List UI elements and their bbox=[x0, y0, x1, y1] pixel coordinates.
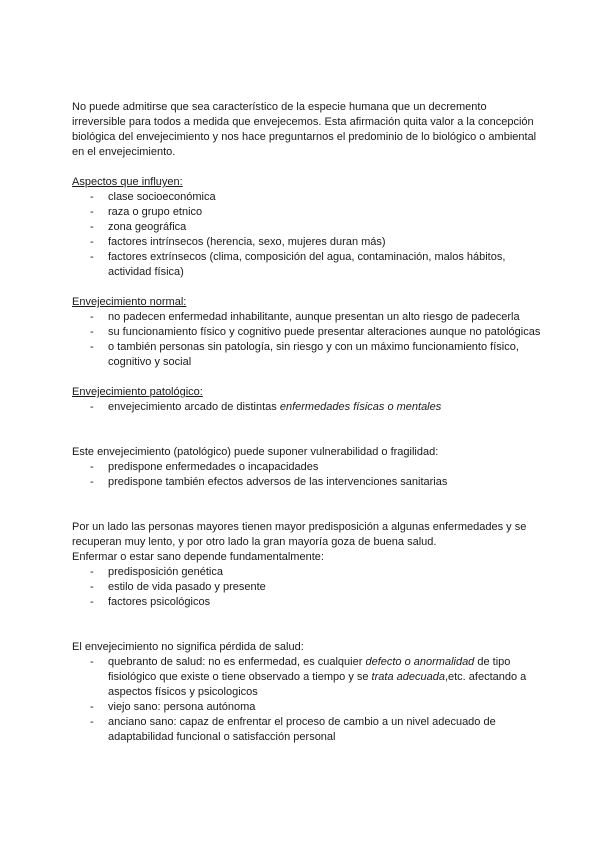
predisposicion-paragraph: Por un lado las personas mayores tienen mayor predisposición a algunas enfermedades y se recuperan muy lento, y por otro lado la gran mayoría goza de buena salud. bbox=[72, 521, 527, 548]
list-item: - o también personas sin patología, sin riesgo y con un máximo funcionamiento físico, cognitivo y social bbox=[72, 340, 542, 370]
list-aspectos bbox=[72, 190, 542, 280]
intro-paragraph: No puede admitirse que sea característico de la especie humana que un decremento irreversible para todos a medida que envejecemos. Esta afirmación quita valor a la concepción biológica del envejecimiento y nos hace preguntarnos el predominio de lo biológico o ambiental en el envejecimiento. bbox=[72, 101, 537, 158]
list-item: - predisposición genética bbox=[72, 565, 542, 580]
list-item: - zona geográfica bbox=[72, 220, 542, 235]
heading-patologico: Envejecimiento patológico: bbox=[72, 386, 203, 398]
list-patologico bbox=[72, 400, 542, 415]
list-item: - factores extrínsecos (clima, composición del agua, contaminación, malos hábitos, actividad física) bbox=[72, 250, 542, 280]
list-item: - predispone también efectos adversos de las intervenciones sanitarias bbox=[72, 475, 542, 490]
list-item: - viejo sano: persona autónoma bbox=[72, 700, 542, 715]
list-item: - raza o grupo etnico bbox=[72, 205, 542, 220]
heading-aspectos: Aspectos que influyen: bbox=[72, 176, 183, 188]
item-italic-text: trata adecuada bbox=[371, 671, 445, 683]
list-item: - estilo de vida pasado y presente bbox=[72, 580, 542, 595]
list-vulnerabilidad bbox=[72, 460, 542, 490]
item-text: envejecimiento arcado de distintas bbox=[108, 401, 280, 413]
list-item bbox=[72, 655, 542, 700]
list-item: - factores intrínsecos (herencia, sexo, mujeres duran más) bbox=[72, 235, 542, 250]
list-item: - clase socioeconómica bbox=[72, 190, 542, 205]
vulnerabilidad-paragraph: Este envejecimiento (patológico) puede suponer vulnerabilidad o fragilidad: bbox=[72, 446, 439, 458]
list-predisposicion bbox=[72, 565, 542, 610]
predisposicion-lead: Enfermar o estar sano depende fundamentalmente: bbox=[72, 551, 324, 563]
item-italic-text: enfermedades físicas o mentales bbox=[279, 401, 442, 413]
list-salud bbox=[72, 655, 542, 745]
item-text: de tipo fisiológico que existe o tiene observado a tiempo y se bbox=[108, 656, 511, 683]
item-text: ,etc. afectando a aspectos físicos y psicologicos bbox=[108, 671, 527, 698]
list-item bbox=[72, 400, 542, 415]
item-italic-text: defecto o anormalidad bbox=[365, 656, 475, 668]
list-item: - predispone enfermedades o incapacidades bbox=[72, 460, 542, 475]
list-item: - anciano sano: capaz de enfrentar el proceso de cambio a un nivel adecuado de adaptabilidad funcional o satisfacción personal bbox=[72, 715, 542, 745]
heading-normal: Envejecimiento normal: bbox=[72, 296, 187, 308]
list-item: - no padecen enfermedad inhabilitante, aunque presentan un alto riesgo de padecerla bbox=[72, 310, 542, 325]
list-item: - su funcionamiento físico y cognitivo puede presentar alteraciones aunque no patológicas bbox=[72, 325, 542, 340]
list-normal bbox=[72, 310, 542, 370]
list-item: - factores psicológicos bbox=[72, 595, 542, 610]
document-page bbox=[72, 100, 542, 745]
salud-paragraph: El envejecimiento no significa pérdida de salud: bbox=[72, 641, 304, 653]
item-text: quebranto de salud: no es enfermedad, es cualquier bbox=[108, 656, 366, 668]
